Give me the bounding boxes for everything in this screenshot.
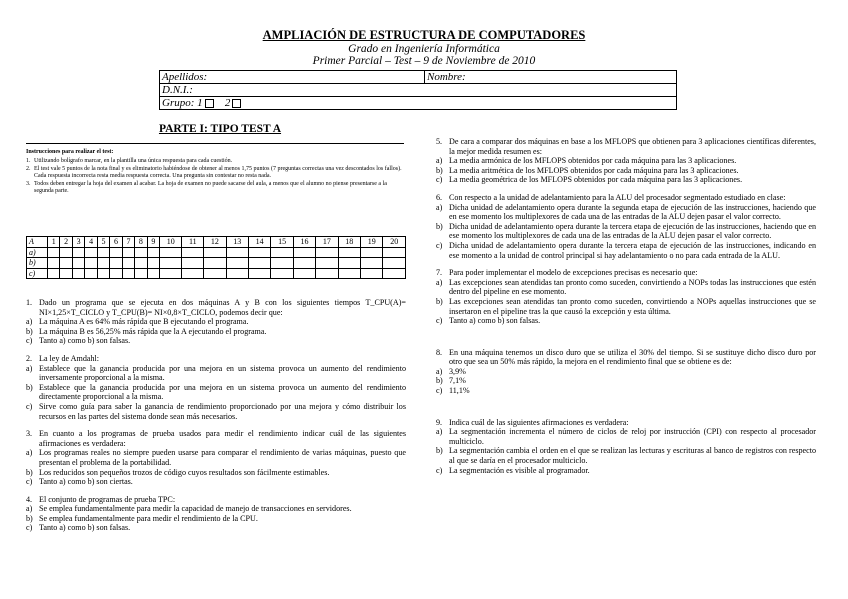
spacer (436, 326, 816, 348)
answer-cell[interactable] (160, 258, 182, 269)
option-text: Tanto a) como b) son falsas. (449, 316, 541, 326)
spacer (26, 533, 406, 541)
option-letter: c) (26, 523, 33, 533)
option-text: 11,1% (449, 386, 470, 396)
answer-cell[interactable] (293, 268, 315, 279)
question-stem (436, 193, 816, 203)
option-text: La máquina A es 64% más rápida que B ejecutando el programa. (39, 317, 249, 327)
divider (26, 143, 404, 144)
option-letter: c) (436, 240, 443, 250)
option-letter: a) (436, 366, 443, 376)
grid-corner: A (27, 237, 48, 248)
question-text: Indica cuál de las siguientes afirmaciones es verdadera: (449, 417, 629, 427)
grid-row-label: c) (27, 268, 48, 279)
grid-column-header: 4 (85, 237, 97, 248)
option-letter: c) (26, 477, 33, 487)
option-letter: c) (436, 386, 443, 396)
option-letter: c) (436, 316, 443, 326)
instruction-text: Utilizando bolígrafo marcar, en la plantilla una única respuesta para cada cuestión. (34, 158, 233, 165)
answer-cell[interactable] (271, 268, 293, 279)
answer-cell[interactable] (48, 268, 60, 279)
option-text: Las excepciones sean atendidas tan pronto como suceden, convirtiendo a NOPs todas las instrucciones que estén dentro del pipeline en ese momento. (449, 277, 816, 297)
option-text: La segmentación incrementa el número de ciclos de reloj por instrucción (CPI) con respecto al procesador multiciclo. (449, 427, 816, 446)
part-title: PARTE I: TIPO TEST A (158, 123, 282, 135)
question (436, 348, 816, 396)
answer-cell[interactable] (147, 247, 159, 258)
option-text: Los programas reales no siempre pueden usarse para comparar el rendimiento de varias máquinas, puesto que presentan el problema de la portabilidad. (39, 448, 406, 467)
answer-option[interactable] (436, 166, 816, 176)
option-letter: b) (26, 513, 33, 523)
answer-cell[interactable] (135, 268, 147, 279)
answer-cell[interactable] (383, 268, 406, 279)
answer-option[interactable] (436, 367, 816, 377)
spacer (436, 185, 816, 193)
questions-right (436, 137, 816, 483)
question-stem (26, 298, 406, 317)
instruction-item (26, 166, 406, 181)
instructions-heading: Instrucciones para realizar el test: (26, 149, 114, 155)
option-text: Sirve como guía para saber la ganancia de rendimiento proporcionado por una mejora y cómo distribuir los recursos en las partes del sistema donde sean más necesarios. (39, 401, 406, 421)
answer-cell[interactable] (226, 258, 248, 269)
answer-cell[interactable] (135, 247, 147, 258)
spacer (26, 346, 406, 354)
answer-cell[interactable] (338, 258, 360, 269)
option-letter: b) (436, 165, 443, 175)
question-number: 3. (26, 429, 33, 439)
answer-cell[interactable] (160, 268, 182, 279)
question-stem (26, 429, 406, 448)
answer-cell[interactable] (147, 268, 159, 279)
answer-cell[interactable] (122, 268, 134, 279)
answer-cell[interactable] (60, 247, 72, 258)
instruction-text: El test vale 5 puntos de la nota final y es eliminatorio habiéndose de obtener al menos 1,75 puntos (7 preguntas correctas una vez descontados los fallos). Cada respuesta incorrecta resta media respuesta correcta. Una pregunta sin contestar no resta nada. (34, 165, 402, 180)
answer-cell[interactable] (248, 268, 270, 279)
question-text: Dado un programa que se ejecuta en dos máquinas A y B con los siguientes tiempos T_CPU(A)= NI×1,25×T_CICLO y T_CPU(B)= NI×0,8×T_CICLO, podemos decir que: (39, 298, 406, 317)
grid-column-header: 13 (226, 237, 248, 248)
question (26, 298, 406, 346)
answer-option[interactable] (26, 523, 406, 533)
answer-cell[interactable] (110, 247, 122, 258)
question-stem (436, 418, 816, 428)
option-text: La media aritmética de los MFLOPS obtenidos por cada máquina para las 3 aplicaciones. (449, 165, 739, 175)
option-letter: a) (26, 448, 33, 458)
answer-cell[interactable] (383, 247, 406, 258)
exam-title: AMPLIACIÓN DE ESTRUCTURA DE COMPUTADORES (262, 28, 586, 42)
degree-subtitle: Grado en Ingeniería Informática (348, 43, 500, 55)
spacer (436, 475, 816, 483)
question-number: 7. (436, 268, 443, 278)
spacer (436, 396, 816, 418)
option-text: Establece que la ganancia producida por una mejora en un sistema provoca un aumento del rendimiento directamente proporcional a la misma. (39, 382, 406, 402)
option-text: Dicha unidad de adelantamiento opera durante la tercera etapa de ejecución de las instrucciones, haciendo que en ese momento los multiplexores de cada una de las entradas de la ALU dejen pasar el valor correcto. (449, 221, 816, 241)
grid-column-header: 7 (122, 237, 134, 248)
answer-cell[interactable] (72, 247, 84, 258)
answer-cell[interactable] (97, 247, 109, 258)
option-text: Tanto a) como b) son ciertas. (39, 477, 133, 487)
spacer (436, 260, 816, 268)
question (436, 418, 816, 476)
answer-cell[interactable] (316, 247, 338, 258)
answer-cell[interactable] (361, 247, 383, 258)
grid-column-header: 5 (97, 237, 109, 248)
instruction-item (26, 158, 406, 165)
answer-cell[interactable] (110, 258, 122, 269)
answer-cell[interactable] (85, 247, 97, 258)
option-text: Dicha unidad de adelantamiento opera durante la segunda etapa de ejecución de las instrucciones, haciendo que en ese momento los multiplexores de cada una de las entradas de la ALU dejen pasar el valor correcto. (449, 202, 816, 222)
option-letter: b) (26, 326, 33, 336)
question-number: 5. (436, 137, 443, 146)
question-stem (436, 268, 816, 278)
answer-cell[interactable] (85, 268, 97, 279)
answer-option[interactable] (436, 156, 816, 166)
answer-option[interactable] (26, 477, 406, 487)
answer-option[interactable] (436, 316, 816, 326)
answer-option[interactable] (26, 383, 406, 402)
answer-option[interactable] (436, 376, 816, 386)
questions-left (26, 298, 406, 541)
answer-cell[interactable] (97, 268, 109, 279)
answer-option[interactable] (26, 504, 406, 514)
option-text: Los reducidos son pequeños trozos de código cuyos resultados son fácilmente estimables. (39, 467, 330, 477)
answer-cell[interactable] (204, 258, 226, 269)
answer-cell[interactable] (316, 268, 338, 279)
answer-cell[interactable] (383, 258, 406, 269)
answer-cell[interactable] (204, 247, 226, 258)
question (436, 137, 816, 185)
question-text: Con respecto a la unidad de adelantamiento para la ALU del procesador segmentado estudiado en clase: (449, 192, 786, 202)
instruction-number: 2. (26, 165, 31, 172)
question-number: 9. (436, 417, 443, 427)
exam-subtitle: Primer Parcial – Test – 9 de Noviembre de 2010 (312, 55, 536, 67)
answer-option[interactable] (26, 514, 406, 524)
question-text: En cuanto a los programas de prueba usados para medir el rendimiento indicar cuál de las siguientes afirmaciones es verdadera: (39, 429, 406, 448)
grid-row (27, 247, 406, 258)
option-text: Tanto a) como b) son falsas. (39, 523, 131, 533)
grid-column-header: 19 (361, 237, 383, 248)
option-letter: a) (436, 427, 443, 437)
answer-cell[interactable] (226, 247, 248, 258)
option-text: Tanto a) como b) son falsas. (39, 336, 131, 346)
answer-cell[interactable] (60, 268, 72, 279)
answer-option[interactable] (26, 327, 406, 337)
grid-column-header: 14 (248, 237, 270, 248)
option-text: La segmentación cambia el orden en el que se realizan las lecturas y escrituras al banco de registros con respecto al que se daría en el procesador multiciclo. (449, 446, 816, 466)
option-letter: c) (26, 336, 33, 346)
grid-column-header: 10 (160, 237, 182, 248)
option-text: La segmentación es visible al programador. (449, 465, 590, 475)
grid-column-header: 9 (147, 237, 159, 248)
option-letter: b) (436, 446, 443, 456)
answer-cell[interactable] (293, 247, 315, 258)
option-text: Establece que la ganancia producida por una mejora en un sistema provoca un aumento del rendimiento inversamente proporcional a la misma. (39, 363, 406, 383)
answer-option[interactable] (436, 386, 816, 396)
grid-column-header: 1 (48, 237, 60, 248)
question (436, 268, 816, 326)
answer-option[interactable] (436, 278, 816, 297)
name-field[interactable]: Nombre: (425, 71, 677, 84)
answer-cell[interactable] (226, 268, 248, 279)
instruction-item (26, 181, 406, 196)
answer-option[interactable] (436, 222, 816, 241)
group-1-checkbox[interactable] (205, 99, 214, 108)
option-letter: c) (436, 175, 443, 185)
option-letter: c) (436, 465, 443, 475)
group-field: Grupo: 1 2 (160, 97, 677, 110)
option-letter: a) (26, 363, 33, 373)
answer-cell[interactable] (361, 268, 383, 279)
grid-column-header: 2 (60, 237, 72, 248)
answer-cell[interactable] (182, 258, 204, 269)
question-text: La ley de Amdahl: (39, 353, 100, 363)
question-text: El conjunto de programas de prueba TPC: (39, 494, 176, 504)
answer-option[interactable] (436, 203, 816, 222)
question-stem (436, 137, 816, 156)
option-letter: a) (436, 277, 443, 287)
grid-row (27, 258, 406, 269)
grid-column-header: 15 (271, 237, 293, 248)
answer-option[interactable] (436, 175, 816, 185)
option-text: Se emplea fundamentalmente para medir la capacidad de manejo de transacciones en servidores. (39, 504, 352, 514)
grid-column-header: 16 (293, 237, 315, 248)
answer-cell[interactable] (293, 258, 315, 269)
question-number: 4. (26, 494, 33, 504)
grid-column-header: 3 (72, 237, 84, 248)
grid-row (27, 268, 406, 279)
answer-option[interactable] (26, 317, 406, 327)
option-letter: b) (26, 382, 33, 392)
question-number: 2. (26, 353, 33, 363)
instruction-number: 1. (26, 158, 31, 165)
option-text: Las excepciones sean atendidas tan pronto como suceden, convirtiendo a NOPs aquellas instrucciones que se insertaron en el pipeline tras la que causó la excepción y esta última. (449, 296, 816, 316)
answer-cell[interactable] (147, 258, 159, 269)
answer-cell[interactable] (182, 268, 204, 279)
answer-option[interactable] (26, 448, 406, 467)
answer-cell[interactable] (316, 258, 338, 269)
answer-cell[interactable] (48, 247, 60, 258)
instruction-number: 3. (26, 180, 31, 187)
option-letter: a) (26, 504, 33, 514)
answer-cell[interactable] (160, 247, 182, 258)
question-stem (26, 354, 406, 364)
question (436, 193, 816, 260)
instructions (26, 149, 406, 195)
spacer (26, 487, 406, 495)
dni-field[interactable]: D.N.I.: (160, 84, 677, 97)
option-letter: b) (436, 296, 443, 306)
question-text: De cara a comparar dos máquinas en base a los MFLOPS que obtienen para 3 aplicaciones científicas diferentes, la mejor medida resumen es: (449, 137, 816, 156)
answer-cell[interactable] (338, 247, 360, 258)
surname-field[interactable]: Apellidos: (160, 71, 425, 84)
answer-grid (26, 236, 406, 279)
answer-cell[interactable] (271, 258, 293, 269)
answer-option[interactable] (26, 468, 406, 478)
answer-cell[interactable] (361, 258, 383, 269)
grid-column-header: 18 (338, 237, 360, 248)
answer-cell[interactable] (72, 268, 84, 279)
answer-cell[interactable] (248, 247, 270, 258)
answer-option[interactable] (436, 241, 816, 260)
student-id-table (159, 70, 677, 110)
grid-column-header: 12 (204, 237, 226, 248)
answer-cell[interactable] (122, 258, 134, 269)
question-stem (436, 348, 816, 367)
option-text: 3,9% (449, 366, 466, 376)
option-letter: b) (26, 467, 33, 477)
answer-cell[interactable] (110, 268, 122, 279)
answer-cell[interactable] (271, 247, 293, 258)
question-number: 6. (436, 192, 443, 202)
option-letter: a) (436, 156, 443, 166)
question (26, 495, 406, 533)
answer-cell[interactable] (182, 247, 204, 258)
option-letter: a) (26, 317, 33, 327)
answer-cell[interactable] (48, 258, 60, 269)
grid-column-header: 8 (135, 237, 147, 248)
answer-cell[interactable] (60, 258, 72, 269)
option-letter: b) (436, 221, 443, 231)
spacer (26, 421, 406, 429)
group-2-checkbox[interactable] (232, 99, 241, 108)
answer-option[interactable] (436, 446, 816, 465)
question (26, 354, 406, 421)
answer-option[interactable] (26, 336, 406, 346)
answer-cell[interactable] (248, 258, 270, 269)
instruction-text: Todos deben entregar la hoja del examen al acabar. La hoja de examen no puede sacarse del aula, a menos que el alumno no piense presentarse a la segunda parte. (34, 180, 387, 195)
answer-cell[interactable] (122, 247, 134, 258)
answer-option[interactable] (436, 466, 816, 476)
option-text: La máquina B es 56,25% más rápida que la A ejecutando el programa. (39, 326, 267, 336)
grid-column-header: 17 (316, 237, 338, 248)
answer-cell[interactable] (97, 258, 109, 269)
option-letter: b) (436, 376, 443, 386)
grid-column-header: 20 (383, 237, 406, 248)
option-letter: c) (26, 401, 33, 411)
answer-option[interactable] (436, 427, 816, 446)
question-text: En una máquina tenemos un disco duro que se utiliza el 30% del tiempo. Si se sustituye dicho disco duro por otro que sea un 50% más rápido, la mejora en el rendimiento final que se obtiene es de: (449, 347, 816, 367)
option-text: La media armónica de los MFLOPS obtenidos por cada máquina para las 3 aplicaciones. (449, 156, 737, 166)
question-text: Para poder implementar el modelo de excepciones precisas es necesario que: (449, 268, 698, 278)
grid-column-header: 6 (110, 237, 122, 248)
option-text: Dicha unidad de adelantamiento opera durante la tercera etapa de ejecución de las instrucciones, indicando en ese momento a la unidad de control principal si hay adelantamiento o no para cada entrada de la ALU. (449, 240, 816, 260)
option-text: La media geométrica de los MFLOPS obtenidos por cada máquina para las 3 aplicaciones. (449, 175, 743, 185)
grid-row-label: b) (27, 258, 48, 269)
grid-column-header: 11 (182, 237, 204, 248)
question-number: 1. (26, 298, 33, 307)
question-stem (26, 495, 406, 505)
answer-option[interactable] (26, 364, 406, 383)
answer-cell[interactable] (338, 268, 360, 279)
answer-cell[interactable] (85, 258, 97, 269)
answer-cell[interactable] (204, 268, 226, 279)
question (26, 429, 406, 487)
answer-cell[interactable] (72, 258, 84, 269)
answer-option[interactable] (26, 402, 406, 421)
option-letter: a) (436, 202, 443, 212)
question-number: 8. (436, 347, 443, 357)
grid-row-label: a) (27, 247, 48, 258)
answer-option[interactable] (436, 297, 816, 316)
option-text: 7,1% (449, 376, 466, 386)
answer-cell[interactable] (135, 258, 147, 269)
option-text: Se emplea fundamentalmente para medir el rendimiento de la CPU. (39, 513, 258, 523)
